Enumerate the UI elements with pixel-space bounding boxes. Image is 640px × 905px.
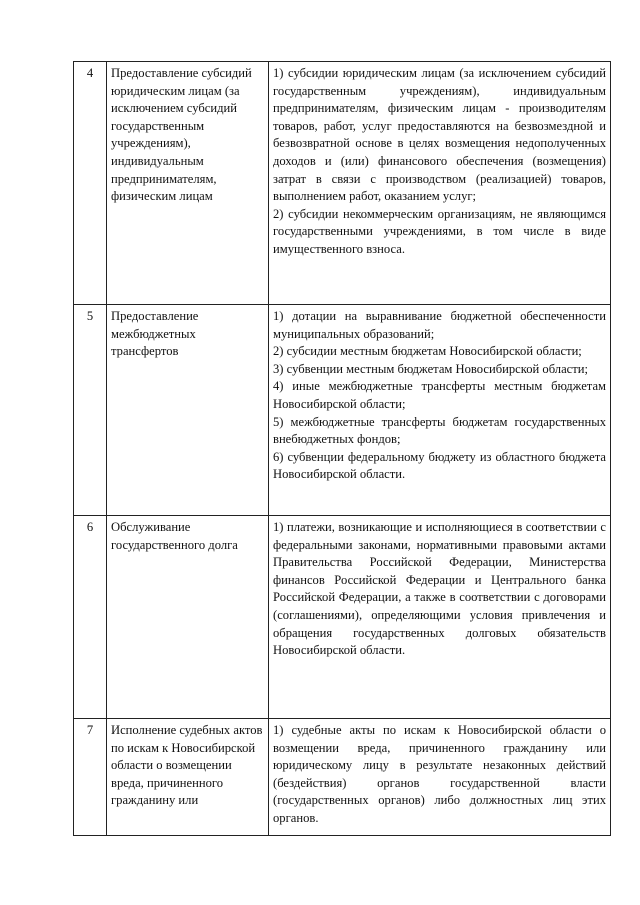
description-item: 5) межбюджетные трансферты бюджетам государственных внебюджетных фондов; — [273, 414, 606, 447]
expense-description — [269, 62, 611, 305]
expense-description — [269, 305, 611, 516]
row-number: 5 — [74, 305, 107, 516]
table-row — [74, 516, 611, 719]
expense-type-name: Исполнение судебных актов по искам к Новосибирской области о возмещении вреда, причиненного гражданину или — [107, 719, 269, 836]
description-item: 6) субвенции федеральному бюджету из областного бюджета Новосибирской области. — [273, 449, 606, 482]
description-item: 1) субсидии юридическим лицам (за исключением субсидий государственным учреждениям), индивидуальным предпринимателям, физическим лицам - производителям товаров, работ, услуг предоставляются на безвозмездной и безвозвратной основе в целях возмещения недополученных доходов и (или) финансового обеспечения (возмещения) затрат в связи с производством (реализацией) товаров, выполнением работ, оказанием услуг; — [273, 66, 606, 204]
expense-description — [269, 516, 611, 719]
description-item: 1) судебные акты по искам к Новосибирской области о возмещении вреда, причиненного гражданину или юридическому лицу в результате незаконных действий (бездействия) органов государственной власти (государственных органов) либо должностных лиц этих органов. — [273, 723, 606, 825]
row-number: 7 — [74, 719, 107, 836]
description-item: 1) дотации на выравнивание бюджетной обеспеченности муниципальных образований; — [273, 309, 606, 341]
table-row — [74, 305, 611, 516]
expense-type-name: Обслуживание государственного долга — [107, 516, 269, 719]
row-number: 6 — [74, 516, 107, 719]
table-row — [74, 719, 611, 836]
description-item: 2) субсидии местным бюджетам Новосибирской области; — [273, 344, 582, 359]
expense-type-name: Предоставление субсидий юридическим лицам (за исключением субсидий государственным учреждениям), индивидуальным предпринимателям, физическим лицам — [107, 62, 269, 305]
description-item: 3) субвенции местным бюджетам Новосибирской области; — [273, 361, 589, 376]
expenditure-table — [73, 61, 611, 836]
expense-type-name: Предоставление межбюджетных трансфертов — [107, 305, 269, 516]
expense-description — [269, 719, 611, 836]
description-item: 2) субсидии некоммерческим организациям, не являющимся государственными учреждениями, в том числе в виде имущественного взноса. — [273, 206, 606, 256]
description-item: 1) платежи, возникающие и исполняющиеся в соответствии с федеральными законами, нормативными правовыми актами Правительства Российской Федерации, Министерства финансов Российской Федерации и Центрального банка Российской Федерации, а также в соответствии с договорами (соглашениями), определяющими условия привлечения и обращения государственных долговых обязательств Новосибирской области. — [273, 520, 606, 658]
row-number: 4 — [74, 62, 107, 305]
table-row — [74, 62, 611, 305]
description-item: 4) иные межбюджетные трансферты местным бюджетам Новосибирской области; — [273, 379, 606, 411]
